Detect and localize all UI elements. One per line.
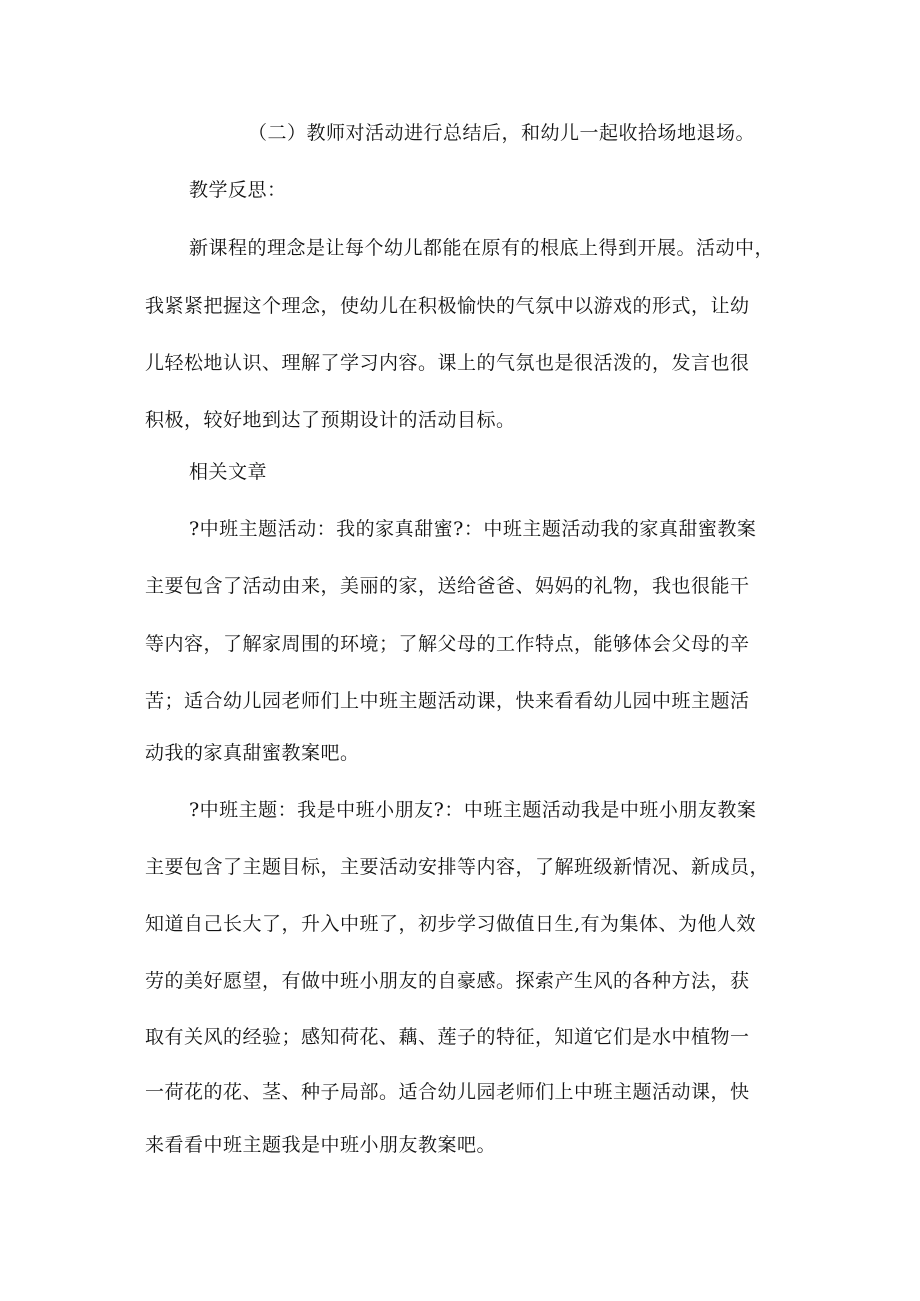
- section-step-heading: （二）教师对活动进行总结后，和幼儿一起收拾场地退场。: [248, 122, 756, 144]
- related-article-line: 苦；适合幼儿园老师们上中班主题活动课，快来看看幼儿园中班主题活: [145, 690, 750, 712]
- related-article-line: 主要包含了活动由来，美丽的家，送给爸爸、妈妈的礼物，我也很能干: [145, 575, 750, 597]
- related-article-line: 来看看中班主题我是中班小朋友教案吧。: [145, 1134, 497, 1156]
- paragraph-line: 新课程的理念是让每个幼儿都能在原有的根底上得到开展。活动中，: [189, 237, 775, 259]
- related-article-line: 一荷花的花、茎、种子局部。适合幼儿园老师们上中班主题活动课，快: [145, 1081, 750, 1103]
- related-article-line: 主要包含了主题目标，主要活动安排等内容，了解班级新情况、新成员，: [145, 856, 770, 878]
- related-article-line: 取有关风的经验；感知荷花、藕、莲子的特征，知道它们是水中植物一: [145, 1026, 750, 1048]
- related-article-line: 劳的美好愿望，有做中班小朋友的自豪感。探索产生风的各种方法，获: [145, 970, 750, 992]
- related-article-line: ?中班主题活动：我的家真甜蜜?：中班主题活动我的家真甜蜜教案: [189, 518, 757, 540]
- related-article-line: ?中班主题：我是中班小朋友?：中班主题活动我是中班小朋友教案: [189, 799, 757, 821]
- related-articles-heading: 相关文章: [189, 461, 268, 483]
- paragraph-line: 积极，较好地到达了预期设计的活动目标。: [145, 409, 516, 431]
- related-article-line: 等内容，了解家周围的环境；了解父母的工作特点，能够体会父母的辛: [145, 633, 750, 655]
- related-article-line: 动我的家真甜蜜教案吧。: [145, 742, 360, 764]
- paragraph-line: 儿轻松地认识、理解了学习内容。课上的气氛也是很活泼的，发言也很: [145, 352, 750, 374]
- related-article-line: 知道自己长大了，升入中班了，初步学习做值日生,有为集体、为他人效: [145, 913, 757, 935]
- reflection-heading: 教学反思：: [189, 179, 287, 201]
- paragraph-line: 我紧紧把握这个理念，使幼儿在积极愉快的气氛中以游戏的形式，让幼: [145, 295, 750, 317]
